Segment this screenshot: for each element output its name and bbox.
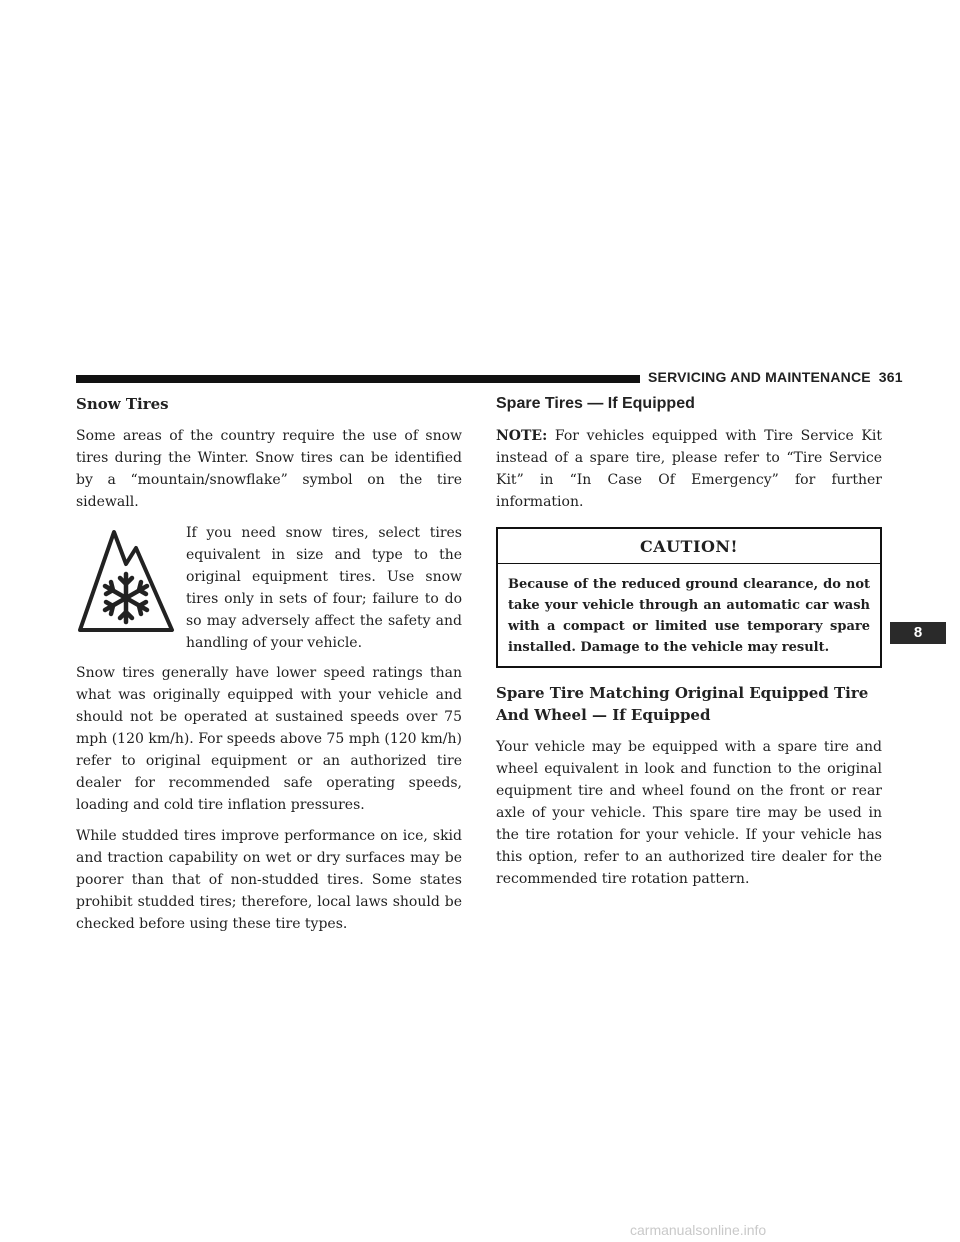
spare-matching-text: Your vehicle may be equipped with a spare tire and wheel equivalent in look and function to the original equipment tire and wheel found on the front or rear axle of your vehicle. This spare tire may be used in the tire rotation for your vehicle. If your vehicle has this option, refer to an authorized tire dealer for the recommended tire rotation pattern. [496, 739, 882, 887]
studded-tires-text: While studded tires improve performance on ice, skid and traction capability on wet or dry surfaces may be poorer than that of non-studded tires. Some states prohibit studded tires; therefore, local laws should be checked before using these tire types. [76, 828, 462, 932]
watermark: carmanualsonline.info [630, 1222, 767, 1238]
snow-tires-speed-ratings: Snow tires generally have lower speed ratings than what was originally equipped with your vehicle and should not be operated at sustained speeds over 75 mph (120 km/h). For speeds above 75 mph (120 km/h) refer to original equipment or an authorized tire dealer for recommended safe operating speeds, loading and cold tire inflation pressures. [76, 665, 462, 813]
caution-box [496, 527, 882, 668]
note-text: For vehicles equipped with Tire Service Kit instead of a spare tire, please refer to “Tire Service Kit” in “In Case Of Emergency” for further information. [496, 428, 882, 510]
snow-tires-intro: Some areas of the country require the use of snow tires during the Winter. Snow tires can be identified by a “mountain/snowflake” symbol on the tire sidewall. [76, 428, 462, 510]
right-column [496, 393, 882, 899]
snowflake-symbol-row [76, 522, 462, 654]
running-header [648, 369, 903, 385]
left-column [76, 393, 462, 944]
header-rule [76, 375, 640, 383]
header-section-title: SERVICING AND MAINTENANCE [648, 369, 871, 385]
spare-tires-heading: Spare Tires — If Equipped [496, 395, 695, 412]
spare-matching-heading: Spare Tire Matching Original Equipped Tire And Wheel — If Equipped [496, 684, 869, 724]
snow-tires-selection-text: If you need snow tires, select tires equivalent in size and type to the original equipment tires. Use snow tires only in sets of four; failure to do so may adversely affect the safety and handling of your vehicle. [186, 525, 462, 651]
snow-tires-heading: Snow Tires [76, 395, 169, 413]
mountain-snowflake-icon [76, 526, 176, 634]
note-paragraph [496, 425, 882, 513]
page-number: 361 [878, 369, 903, 385]
caution-title: CAUTION! [498, 529, 880, 564]
note-label: NOTE: [496, 428, 548, 444]
caution-text: Because of the reduced ground clearance, do not take your vehicle through an automatic car wash with a compact or limited use temporary spare installed. Damage to the vehicle may result. [508, 577, 870, 655]
chapter-tab: 8 [890, 622, 946, 644]
